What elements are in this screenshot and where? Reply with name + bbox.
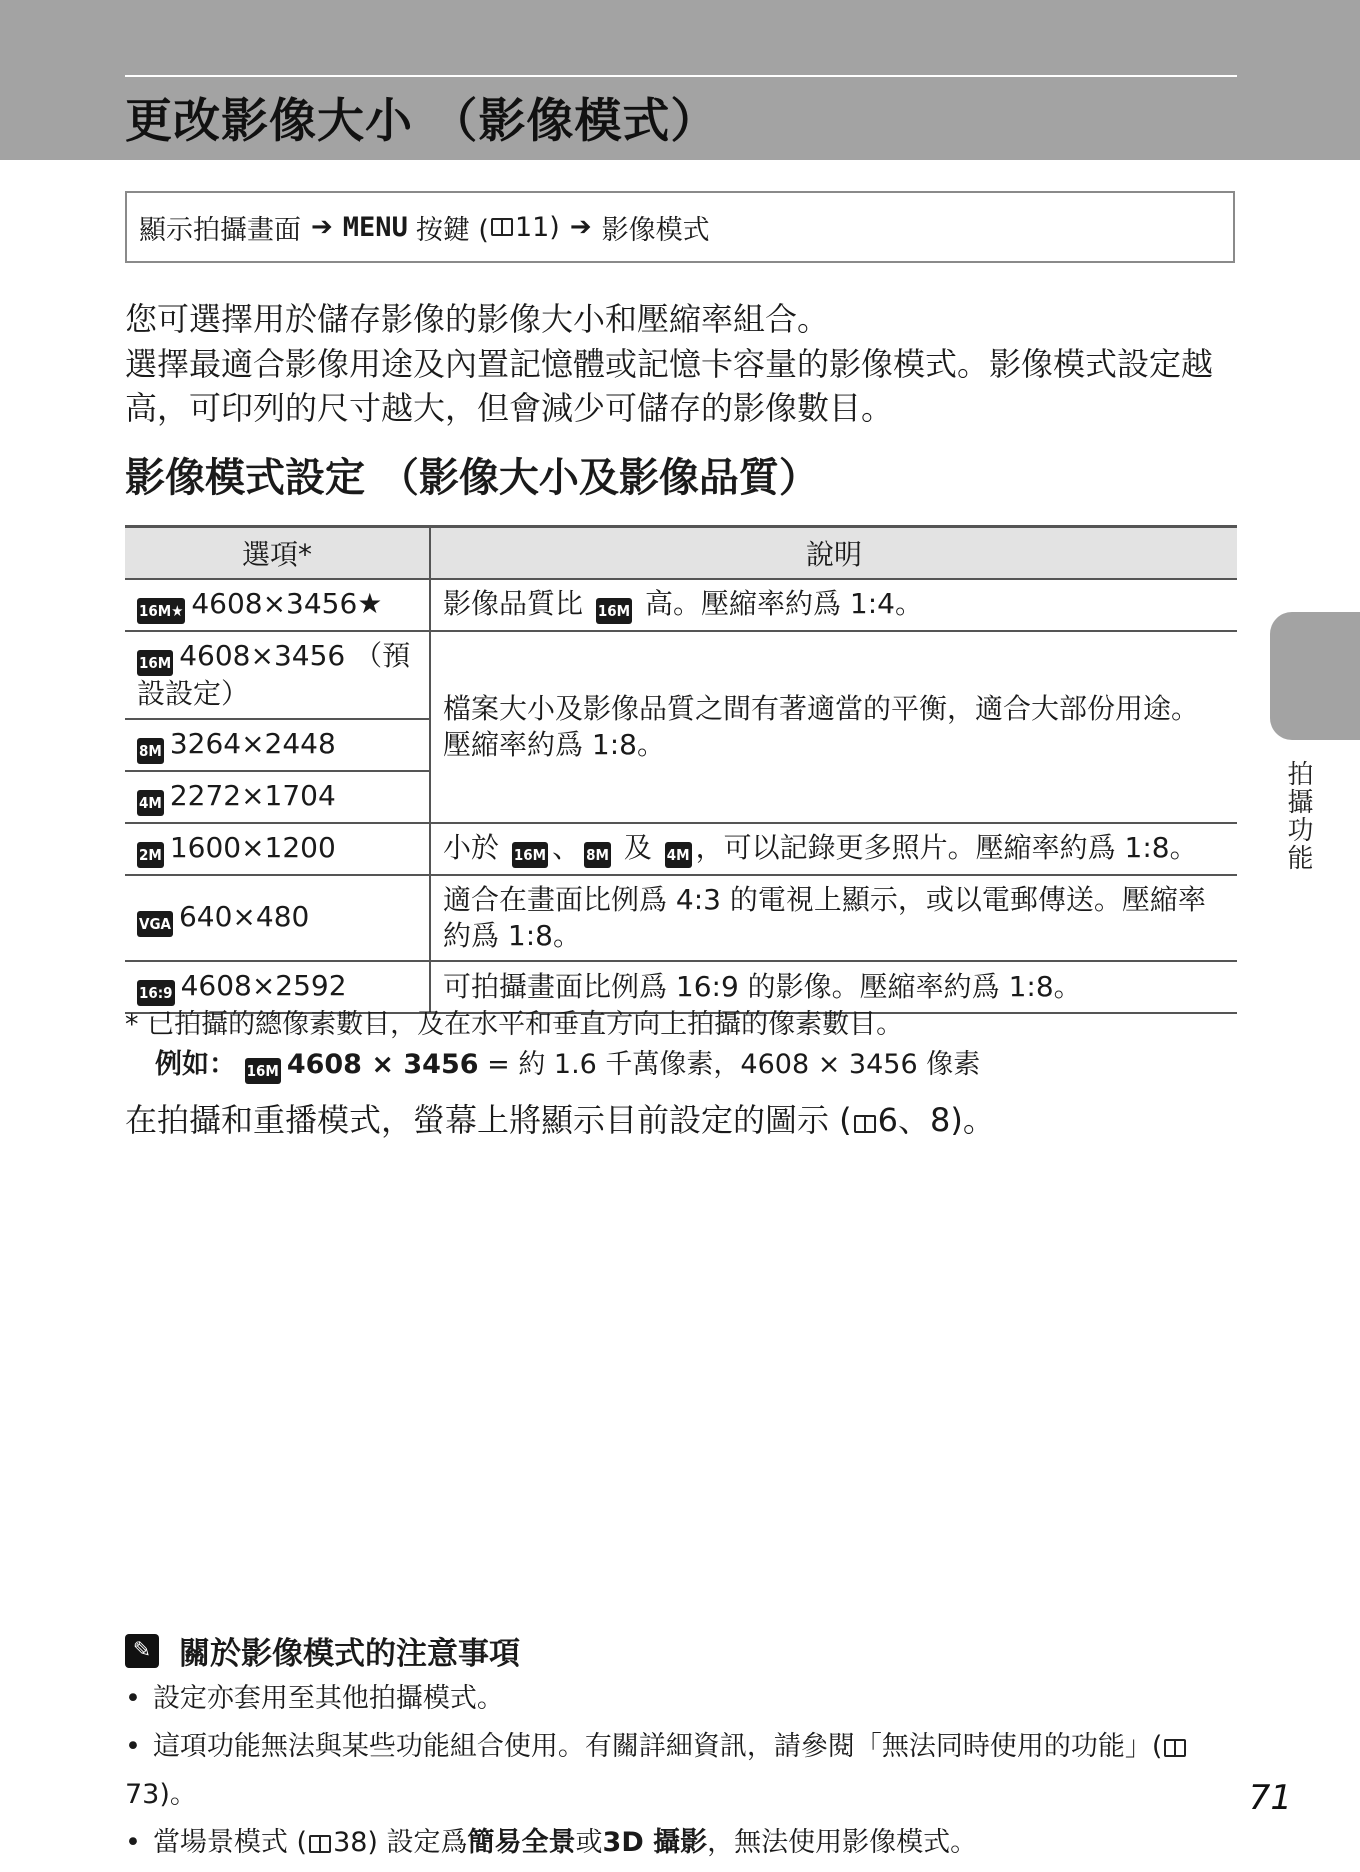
pencil-note-icon: ✎ — [125, 1634, 159, 1668]
description-text: 影像品質比 — [443, 587, 592, 620]
arrow-right-icon: ➔ — [569, 212, 592, 242]
note-text: ，無法使用影像模式。 — [707, 1827, 978, 1858]
note-text: 設定亦套用至其他拍攝模式。 — [152, 1683, 504, 1714]
list-item — [125, 1723, 1255, 1819]
footnote-line: * 已拍攝的總像素數目，及在水平和垂直方向上拍攝的像素數目。 — [125, 1009, 904, 1040]
table-row — [125, 823, 1237, 875]
example-value: 4608 × 3456 — [286, 1049, 479, 1080]
image-mode-16m-icon: 16M — [512, 842, 548, 868]
arrow-right-icon: ➔ — [311, 212, 333, 242]
note-bold-term: 簡易全景 — [467, 1827, 576, 1858]
description-text: ，可以記錄更多照片。壓縮率約爲 1:8。 — [695, 831, 1198, 864]
page-reference-icon — [309, 1835, 331, 1853]
image-mode-4m-icon: 4M — [665, 842, 692, 868]
image-mode-16-9-icon: 16:9 — [137, 980, 175, 1006]
header-option: 選項* — [125, 527, 430, 580]
chapter-tab — [1270, 612, 1360, 740]
section-title: 影像模式設定 （影像大小及影像品質） — [125, 455, 819, 501]
image-mode-16m-icon: 16M — [137, 650, 173, 676]
note-text: 這項功能無法與某些功能組合使用。有關詳細資訊，請參閱「無法同時使用的功能」( — [152, 1731, 1163, 1762]
option-cell — [125, 875, 430, 961]
table-row — [125, 875, 1237, 961]
option-cell — [125, 823, 430, 875]
image-mode-16m-star-icon: 16M★ — [137, 598, 185, 624]
intro-line-1: 您可選擇用於儲存影像的影像大小和壓縮率組合。 — [125, 300, 830, 338]
description-cell — [430, 579, 1237, 631]
menu-path-box — [125, 191, 1235, 263]
note-heading — [125, 1628, 520, 1673]
option-label: 4608×3456★ — [191, 587, 383, 620]
image-mode-16m-icon: 16M — [596, 598, 632, 624]
shared-description-cell: 檔案大小及影像品質之間有著適當的平衡，適合大部份用途。壓縮率約爲 1:8。 — [430, 631, 1237, 823]
option-label: 4608×3456 （預設設定） — [137, 639, 411, 710]
display-note-ref: 6、8)。 — [877, 1101, 995, 1139]
example-rest: = 約 1.6 千萬像素，4608 × 3456 像素 — [478, 1049, 981, 1080]
note-text: 當場景模式 ( — [152, 1827, 308, 1858]
description-text: 及 — [614, 831, 661, 864]
image-mode-vga-icon: VGA — [137, 911, 173, 937]
list-item — [125, 1675, 1255, 1723]
note-title: 關於影像模式的注意事項 — [179, 1636, 520, 1672]
table-row — [125, 631, 1237, 719]
table-header-row — [125, 527, 1237, 580]
option-cell — [125, 719, 430, 771]
list-item — [125, 1819, 1255, 1867]
header-rule — [125, 75, 1237, 77]
table-row — [125, 579, 1237, 631]
description-text: 小於 — [443, 831, 508, 864]
option-label: 2272×1704 — [169, 779, 336, 812]
table-footnote — [125, 1005, 980, 1085]
note-list — [125, 1675, 1255, 1867]
image-mode-8m-icon: 8M — [137, 738, 164, 764]
description-cell — [430, 823, 1237, 875]
option-label: 3264×2448 — [169, 727, 336, 760]
menu-path-start: 顯示拍攝畫面 — [139, 214, 301, 246]
page-reference-icon — [1164, 1739, 1186, 1757]
image-mode-2m-icon: 2M — [137, 842, 164, 868]
option-cell — [125, 579, 430, 631]
option-label: 1600×1200 — [169, 831, 336, 864]
page-reference-icon — [491, 218, 513, 236]
menu-path-button-text: 按鍵 ( — [415, 214, 489, 246]
description-cell: 可拍攝畫面比例爲 16:9 的影像。壓縮率約爲 1:8。 — [430, 961, 1237, 1013]
intro-line-2: 選擇最適合影像用途及內置記憶體或記憶卡容量的影像模式。影像模式設定越高，可印列的尺寸越大，但會減少可儲存的影像數目。 — [125, 345, 1214, 427]
display-note-text: 在拍攝和重播模式，螢幕上將顯示目前設定的圖示 ( — [125, 1101, 852, 1139]
footnote-example — [125, 1045, 980, 1085]
option-cell — [125, 771, 430, 823]
note-ref: 73)。 — [125, 1779, 197, 1810]
example-label: 例如： — [155, 1049, 236, 1080]
image-mode-8m-icon: 8M — [584, 842, 611, 868]
option-cell — [125, 631, 430, 719]
display-note — [125, 1098, 1240, 1142]
menu-path-ref: 11) — [514, 211, 560, 243]
option-label: 640×480 — [178, 900, 310, 933]
option-label: 4608×2592 — [180, 969, 347, 1002]
header-description: 說明 — [430, 527, 1237, 580]
image-mode-16m-star-icon: 16M — [245, 1058, 281, 1084]
image-mode-4m-icon: 4M — [137, 790, 164, 816]
menu-path-end: 影像模式 — [601, 214, 710, 246]
page-reference-icon — [854, 1115, 876, 1133]
description-text: 高。壓縮率約爲 1:4。 — [636, 587, 923, 620]
image-mode-table — [125, 525, 1237, 1014]
menu-button-label: MENU — [342, 211, 408, 243]
note-ref: 38) 設定爲 — [333, 1827, 468, 1858]
note-bold-term: 3D 攝影 — [602, 1827, 708, 1858]
chapter-label: 拍攝功能 — [1283, 760, 1313, 872]
note-text: 或 — [575, 1827, 603, 1858]
description-text: 、 — [552, 831, 581, 864]
description-cell: 適合在畫面比例爲 4:3 的電視上顯示，或以電郵傳送。壓縮率約爲 1:8。 — [430, 875, 1237, 961]
page-title: 更改影像大小 （影像模式） — [125, 94, 719, 149]
page-number: 71 — [1248, 1778, 1292, 1818]
